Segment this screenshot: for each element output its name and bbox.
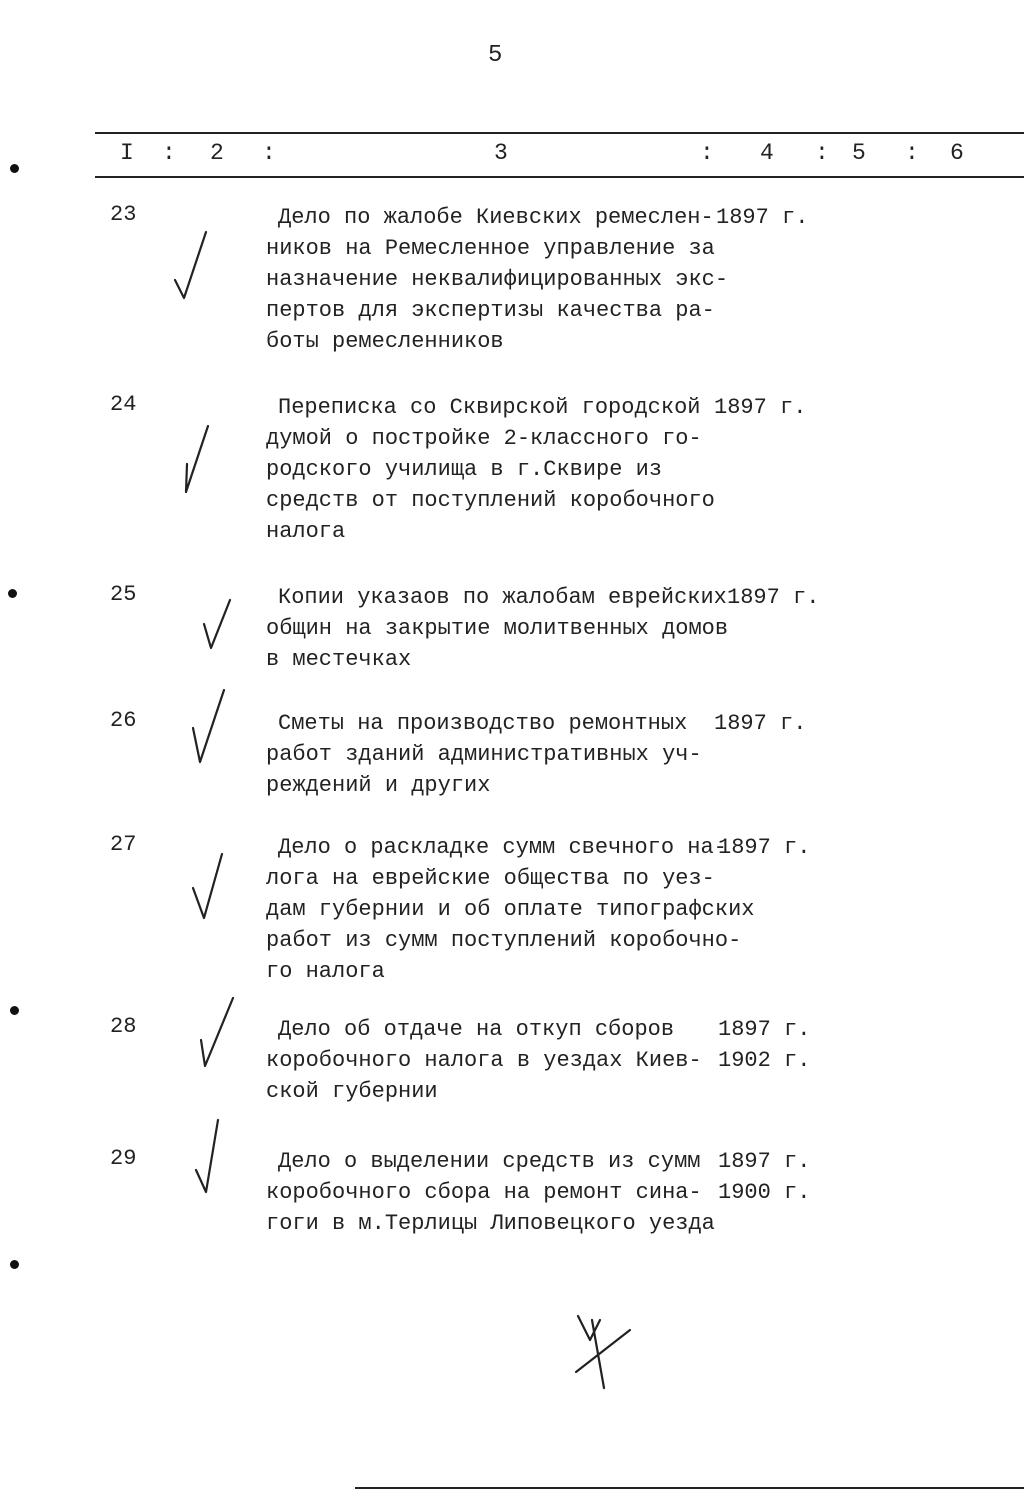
punch-hole-dot-icon bbox=[8, 589, 17, 598]
entry-dates: 1897 г. bbox=[714, 395, 807, 420]
entry-dates: 1897 г. bbox=[714, 711, 807, 736]
entry-title: Сметы на производство ремонтных работ зданий административных уч- реждений и других bbox=[266, 711, 702, 798]
page-number: 5 bbox=[488, 42, 503, 69]
entry-number: 28 bbox=[110, 1014, 137, 1039]
checkmark-icon bbox=[170, 230, 240, 320]
punch-hole-dot-icon bbox=[10, 1260, 19, 1269]
table-header-rule bbox=[95, 176, 1024, 178]
entry-title: Дело о раскладке сумм свечного на- лога на еврейские общества по уез- дам губернии и об оплате типографских работ из сумм поступлений коробочно- го налога bbox=[266, 835, 755, 984]
column-separator: : bbox=[700, 140, 714, 166]
entry-title: Копии указаов по жалобам еврейских общин на закрытие молитвенных домов в местечках bbox=[266, 585, 729, 672]
checkmark-icon bbox=[190, 1118, 240, 1208]
entry-title: Дело по жалобе Киевских ремеслен- ников на Ремесленное управление за назначение неквалифицированных экс- пертов для экспертизы качества ра- боты ремесленников bbox=[266, 205, 729, 354]
column-header-1: I bbox=[120, 140, 134, 166]
entry-dates: 1897 г. 1900 г. bbox=[718, 1149, 811, 1205]
checkmark-icon bbox=[188, 852, 238, 942]
handwritten-mark-icon bbox=[570, 1310, 640, 1390]
column-header-2: 2 bbox=[210, 140, 224, 166]
table-top-rule bbox=[95, 132, 1024, 134]
column-separator: : bbox=[815, 140, 829, 166]
entry-title: Дело об отдаче на откуп сборов коробочного налога в уездах Киев- ской губернии bbox=[266, 1017, 702, 1104]
column-header-6: 6 bbox=[950, 140, 964, 166]
entry-title: Дело о выделении средств из сумм коробочного сбора на ремонт сина- гоги в м.Терлицы Липовецкого уезда bbox=[266, 1149, 715, 1236]
entry-dates: 1897 г. bbox=[727, 585, 820, 610]
entry-number: 29 bbox=[110, 1146, 137, 1171]
entry-number: 23 bbox=[110, 202, 137, 227]
entry-dates: 1897 г. bbox=[718, 835, 811, 860]
entry-number: 24 bbox=[110, 392, 137, 417]
entry-title: Переписка со Сквирской городской думой о постройке 2-классного го- родского училища в г.Сквире из средств от поступлений коробочного налога bbox=[266, 395, 715, 544]
checkmark-icon bbox=[170, 424, 240, 514]
punch-hole-dot-icon bbox=[10, 1006, 19, 1015]
column-separator: : bbox=[905, 140, 919, 166]
column-separator: : bbox=[262, 140, 276, 166]
checkmark-icon bbox=[195, 996, 245, 1086]
entry-number: 26 bbox=[110, 708, 137, 733]
entry-number: 25 bbox=[110, 582, 137, 607]
column-separator: : bbox=[162, 140, 176, 166]
bottom-rule bbox=[355, 1487, 1024, 1489]
column-header-4: 4 bbox=[760, 140, 774, 166]
checkmark-icon bbox=[200, 596, 240, 656]
column-header-3: 3 bbox=[494, 140, 508, 166]
entry-dates: 1897 г. bbox=[716, 205, 809, 230]
entry-number: 27 bbox=[110, 832, 137, 857]
checkmark-icon bbox=[188, 688, 238, 778]
column-header-5: 5 bbox=[852, 140, 866, 166]
entry-dates: 1897 г. 1902 г. bbox=[718, 1017, 811, 1073]
punch-hole-dot-icon bbox=[10, 164, 19, 173]
